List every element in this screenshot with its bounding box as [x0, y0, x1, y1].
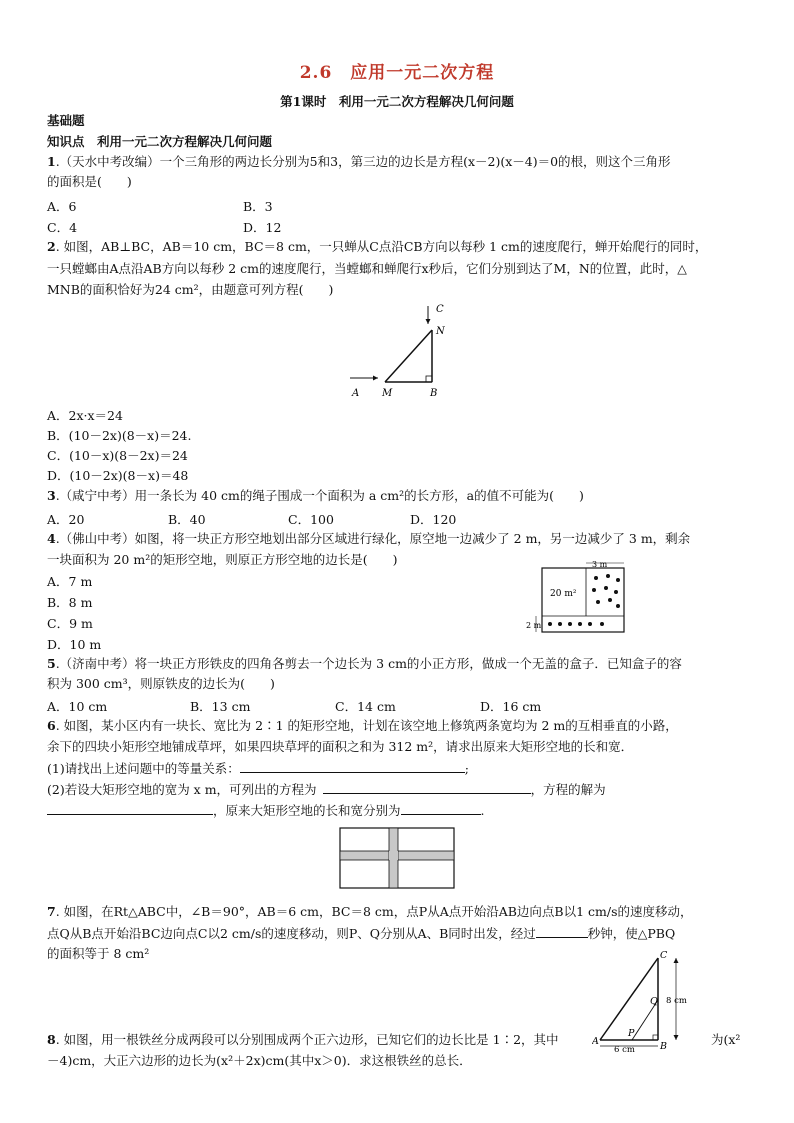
- q4-line2: 一块面积为 20 m²的矩形空地，则原正方形空地的边长是( ): [47, 552, 398, 567]
- q2-option-b: B．(10－2x)(8－x)＝24.: [47, 428, 192, 443]
- q4-option-b: B．8 m: [47, 595, 93, 610]
- q6-part1: (1)请找出上述问题中的等量关系： ;: [47, 761, 469, 776]
- q4-trees-right: [592, 574, 620, 608]
- q4-label-area: 20 m²: [550, 589, 577, 599]
- q7-dim-bc-arrow-top: [674, 958, 679, 963]
- q5-line2: 积为 300 cm³，则原铁皮的边长为( ): [47, 676, 275, 691]
- q8-line1a: 8. 如图，用一根铁丝分成两段可以分别围成两个正六边形，已知它们的边长比是 1∶2，其中: [47, 1032, 559, 1047]
- q6-part1-blank[interactable]: [240, 759, 465, 773]
- q4-option-d: D．10 m: [47, 637, 102, 652]
- q4-label-top: 3 m: [592, 560, 608, 569]
- q7-line3: 的面积等于 8 cm²: [47, 946, 150, 961]
- q7-label-a: A: [592, 1036, 599, 1047]
- q2-label-a: A: [352, 388, 360, 399]
- q6-dimensions-blank[interactable]: [401, 801, 481, 815]
- q7-seconds-blank[interactable]: [536, 924, 588, 938]
- section-knowledge: 知识点 利用一元二次方程解决几何问题: [47, 134, 273, 149]
- section-basic: 基础题: [47, 113, 85, 128]
- q5-option-a: A．10 cm: [47, 699, 108, 714]
- q7-label-b: B: [660, 1041, 667, 1052]
- q2-right-angle-mark: [426, 376, 432, 382]
- q8-line2: －4)cm，大正六边形的边长为(x²＋2x)cm(其中x＞0)．求这根铁丝的总长．: [47, 1053, 472, 1068]
- q2-line2: 一只螳螂由A点沿AB方向以每秒 2 cm的速度爬行，当螳螂和蝉爬行x秒后，它们分别到达了M，N的位置，此时，△: [47, 261, 687, 276]
- q1-line1: 1.（天水中考改编）一个三角形的两边长分别为5和3，第三边的边长是方程(x－2)(x－4)＝0的根，则这个三角形: [47, 154, 671, 169]
- q7-line2: 点Q从B点开始沿BC边向点C以2 cm/s的速度移动，则P、Q分别从A、B同时出发，经过 秒钟，使△PBQ: [47, 926, 676, 941]
- page-subtitle: 第1课时 利用一元二次方程解决几何问题: [280, 94, 514, 109]
- q3-line1: 3.（咸宁中考）用一条长为 40 cm的绳子围成一个面积为 a cm²的长方形，a的值不可能为( ): [47, 488, 584, 503]
- q4-option-c: C．9 m: [47, 616, 93, 631]
- q7-figure: [592, 948, 700, 1052]
- q6-equation-blank[interactable]: [323, 780, 531, 794]
- q1-option-b: B．3: [243, 199, 273, 214]
- q4-label-left: 2 m: [526, 621, 542, 630]
- q3-option-c: C．100: [288, 512, 334, 527]
- q4-figure: [526, 558, 636, 638]
- q2-line1: 2. 如图，AB⊥BC，AB＝10 cm，BC＝8 cm，一只蝉从C点沿CB方向以每秒 1 cm的速度爬行，蝉开始爬行的同时，: [47, 239, 708, 254]
- q4-line1: 4.（佛山中考）如图，将一块正方形空地划出部分区域进行绿化，原空地一边减少了 2 m，另一边减少了 3 m，剩余: [47, 531, 691, 546]
- q2-label-b: B: [430, 388, 438, 399]
- q6-line1: 6. 如图，某小区内有一块长、宽比为 2∶1 的矩形空地，计划在该空地上修筑两条宽均为 2 m的互相垂直的小路，: [47, 718, 678, 733]
- q3-option-b: B．40: [168, 512, 206, 527]
- q6-part2-line1: (2)若设大矩形空地的宽为 x m，可列出的方程为 ，方程的解为: [47, 782, 606, 797]
- q2-label-m: M: [382, 388, 393, 399]
- q5-option-d: D．16 cm: [480, 699, 542, 714]
- q7-label-ab-length: 6 cm: [614, 1045, 635, 1052]
- q1-option-a: A．6: [47, 199, 77, 214]
- q2-label-c: C: [436, 304, 444, 315]
- q2-line3: MNB的面积恰好为24 cm²，由题意可列方程( ): [47, 282, 334, 297]
- q7-label-c: C: [660, 950, 668, 961]
- q7-label-bc-length: 8 cm: [666, 996, 687, 1006]
- q5-line1: 5.（济南中考）将一块正方形铁皮的四角各剪去一个边长为 3 cm的小正方形，做成一个无盖的盒子．已知盒子的容: [47, 656, 682, 671]
- q7-label-p: P: [628, 1028, 635, 1039]
- q4-option-a: A．7 m: [47, 574, 93, 589]
- q6-line2: 余下的四块小矩形空地铺成草坪，如果四块草坪的面积之和为 312 m²，请求出原来大矩形空地的长和宽．: [47, 739, 634, 754]
- q2-label-n: N: [436, 326, 445, 337]
- page-title: 2.6 应用一元二次方程: [299, 63, 495, 83]
- q4-trees-bottom: [548, 622, 604, 626]
- q7-label-q: Q: [650, 996, 658, 1007]
- q6-part2-line2: ，原来大矩形空地的长和宽分别为 .: [47, 801, 485, 820]
- q6-figure: [339, 827, 457, 891]
- q7-dim-bc-arrow-bottom: [674, 1035, 679, 1040]
- q5-option-c: C．14 cm: [335, 699, 396, 714]
- q1-line2: 的面积是( ): [47, 174, 132, 189]
- q2-arrow-a-head: [373, 376, 378, 381]
- q2-option-c: C．(10－x)(8－2x)＝24: [47, 448, 188, 463]
- q8-line1b: 为(x²: [711, 1032, 741, 1047]
- q7-line1: 7. 如图，在Rt△ABC中，∠B＝90°，AB＝6 cm，BC＝8 cm，点P从A点开始沿AB边向点B以1 cm/s的速度移动，: [47, 904, 693, 919]
- q3-option-a: A．20: [47, 512, 85, 527]
- q1-option-d: D．12: [243, 220, 282, 235]
- q2-segment-mn: [385, 330, 432, 382]
- q2-arrow-c-head: [426, 319, 431, 324]
- q6-road-intersection: [389, 851, 398, 860]
- q2-option-d: D．(10－2x)(8－x)＝48: [47, 468, 189, 483]
- q2-option-a: A．2x·x＝24: [47, 408, 123, 423]
- q1-option-c: C．4: [47, 220, 78, 235]
- q5-option-b: B．13 cm: [190, 699, 251, 714]
- q6-solution-blank[interactable]: [47, 801, 213, 815]
- q2-figure: [340, 300, 460, 402]
- q3-option-d: D．120: [410, 512, 457, 527]
